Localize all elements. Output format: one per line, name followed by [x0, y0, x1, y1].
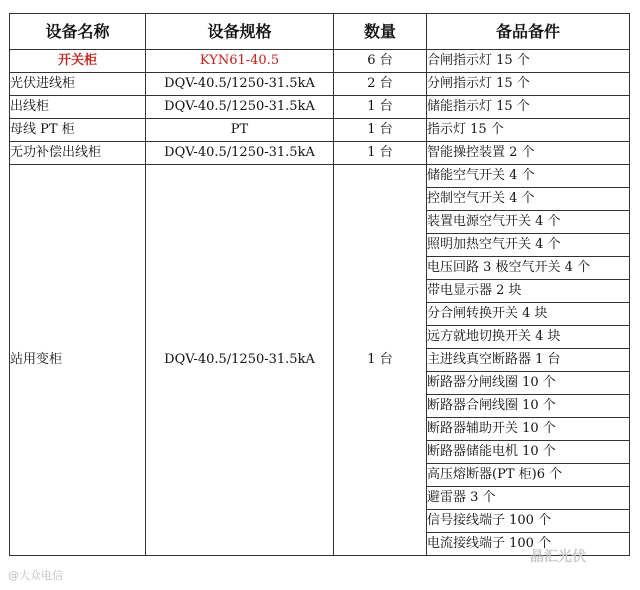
device-name: 开关柜 — [10, 50, 146, 73]
device-spec: DQV-40.5/1250-31.5kA — [146, 142, 334, 165]
header-device-name: 设备名称 — [10, 14, 146, 50]
device-qty: 1 台 — [334, 142, 427, 165]
watermark-left: @大众电信 — [8, 569, 63, 582]
device-qty: 6 台 — [334, 50, 427, 73]
device-spec: DQV-40.5/1250-31.5kA — [146, 165, 334, 556]
device-spec: PT — [146, 119, 334, 142]
device-name: 出线柜 — [10, 96, 146, 119]
spare-part: 分闸指示灯 15 个 — [427, 73, 630, 96]
table-row — [10, 142, 630, 165]
device-name: 站用变柜 — [10, 165, 146, 556]
table-row — [10, 73, 630, 96]
spare-part: 远方就地切换开关 4 块 — [427, 326, 630, 349]
spare-part: 信号接线端子 100 个 — [427, 510, 630, 533]
spare-part: 带电显示器 2 块 — [427, 280, 630, 303]
spare-part: 电流接线端子 100 个 — [427, 533, 630, 556]
device-qty: 1 台 — [334, 96, 427, 119]
device-name: 光伏进线柜 — [10, 73, 146, 96]
device-name: 无功补偿出线柜 — [10, 142, 146, 165]
device-spec: KYN61-40.5 — [146, 50, 334, 73]
header-quantity: 数量 — [334, 14, 427, 50]
spare-part: 储能指示灯 15 个 — [427, 96, 630, 119]
spare-part: 储能空气开关 4 个 — [427, 165, 630, 188]
spare-part: 主进线真空断路器 1 台 — [427, 349, 630, 372]
header-device-spec: 设备规格 — [146, 14, 334, 50]
spare-part: 指示灯 15 个 — [427, 119, 630, 142]
table-row — [10, 165, 630, 188]
spare-part: 电压回路 3 极空气开关 4 个 — [427, 257, 630, 280]
device-spec: DQV-40.5/1250-31.5kA — [146, 73, 334, 96]
device-spec: DQV-40.5/1250-31.5kA — [146, 96, 334, 119]
header-spare-parts: 备品备件 — [427, 14, 630, 50]
watermark-right: 晶汇光伏 — [530, 549, 586, 565]
spare-part: 装置电源空气开关 4 个 — [427, 211, 630, 234]
device-qty: 1 台 — [334, 119, 427, 142]
spare-part: 高压熔断器(PT 柜)6 个 — [427, 464, 630, 487]
spare-part: 断路器合闸线圈 10 个 — [427, 395, 630, 418]
table-row — [10, 119, 630, 142]
device-qty: 1 台 — [334, 165, 427, 556]
device-name: 母线 PT 柜 — [10, 119, 146, 142]
spare-part: 照明加热空气开关 4 个 — [427, 234, 630, 257]
spare-part: 断路器辅助开关 10 个 — [427, 418, 630, 441]
table-row — [10, 50, 630, 73]
device-qty: 2 台 — [334, 73, 427, 96]
spare-part: 合闸指示灯 15 个 — [427, 50, 630, 73]
spare-part: 控制空气开关 4 个 — [427, 188, 630, 211]
spare-part: 断路器分闸线圈 10 个 — [427, 372, 630, 395]
spare-part: 断路器储能电机 10 个 — [427, 441, 630, 464]
spare-part: 避雷器 3 个 — [427, 487, 630, 510]
equipment-table — [9, 13, 630, 556]
table-row — [10, 96, 630, 119]
spare-part: 智能操控装置 2 个 — [427, 142, 630, 165]
header-row — [10, 14, 630, 50]
spare-part: 分合闸转换开关 4 块 — [427, 303, 630, 326]
